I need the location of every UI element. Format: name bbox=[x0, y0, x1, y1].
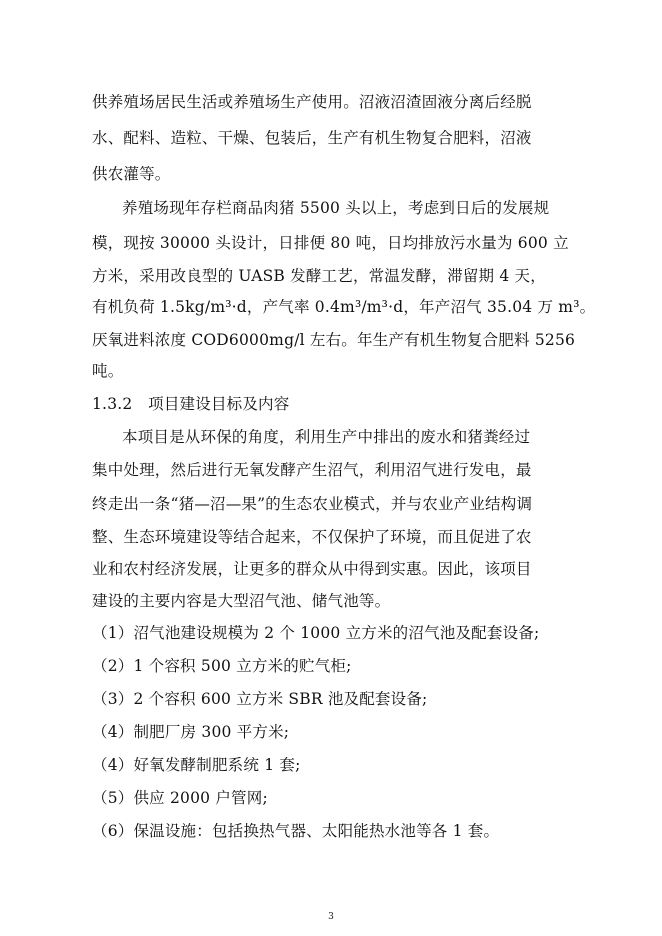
paragraph-1-line-1: 供养殖场居民生活或养殖场生产使用。沼液沼渣固液分离后经脱 bbox=[92, 93, 532, 111]
list-item-4: （4）制肥厂房 300 平方米; bbox=[92, 723, 290, 741]
paragraph-2-line-4: 有机负荷 1.5kg/m³·d，产气率 0.4m³/m³·d，年产沼气 35.04 万 m³。 bbox=[92, 298, 596, 316]
paragraph-2-line-5: 厌氧进料浓度 COD6000mg/l 左右。年生产有机生物复合肥料 5256 bbox=[92, 331, 576, 349]
list-item-3: （3）2 个容积 600 立方米 SBR 池及配套设备; bbox=[92, 690, 428, 708]
paragraph-2-line-2: 模，现按 30000 头设计，日排便 80 吨，日均排放污水量为 600 立 bbox=[92, 234, 569, 252]
paragraph-3-line-3: 终走出一条“猪—沼—果”的生态农业模式，并与农业产业结构调 bbox=[92, 495, 533, 513]
paragraph-3-line-1: 本项目是从环保的角度，利用生产中排出的废水和猪粪经过 bbox=[122, 428, 531, 446]
paragraph-2-line-6: 吨。 bbox=[92, 362, 124, 380]
paragraph-2-line-1: 养殖场现年存栏商品肉猪 5500 头以上，考虑到日后的发展规 bbox=[122, 199, 550, 217]
list-item-1: （1）沼气池建设规模为 2 个 1000 立方米的沼气池及配套设备; bbox=[92, 624, 540, 642]
list-item-2: （2）1 个容积 500 立方米的贮气柜; bbox=[92, 657, 352, 675]
paragraph-3-line-4: 整、生态环境建设等结合起来，不仅保护了环境，而且促进了农 bbox=[92, 528, 532, 546]
paragraph-3-line-5: 业和农村经济发展，让更多的群众从中得到实惠。因此，该项目 bbox=[92, 560, 532, 578]
list-item-5: （4）好氧发酵制肥系统 1 套; bbox=[92, 756, 301, 774]
list-item-6: （5）供应 2000 户管网; bbox=[92, 789, 268, 807]
paragraph-2-line-3: 方米，采用改良型的 UASB 发酵工艺，常温发酵，滞留期 4 天， bbox=[92, 267, 546, 285]
paragraph-3-line-6: 建设的主要内容是大型沼气池、储气池等。 bbox=[92, 592, 391, 610]
paragraph-3-line-2: 集中处理，然后进行无氧发酵产生沼气，利用沼气进行发电，最 bbox=[92, 461, 532, 479]
paragraph-1-line-3: 供农灌等。 bbox=[92, 165, 171, 183]
list-item-7: （6）保温设施：包括换热气器、太阳能热水池等各 1 套。 bbox=[92, 822, 500, 840]
page-number: 3 bbox=[328, 912, 334, 922]
section-heading: 1.3.2 项目建设目标及内容 bbox=[92, 395, 290, 413]
paragraph-1-line-2: 水、配料、造粒、干燥、包装后，生产有机生物复合肥料，沼液 bbox=[92, 129, 532, 147]
